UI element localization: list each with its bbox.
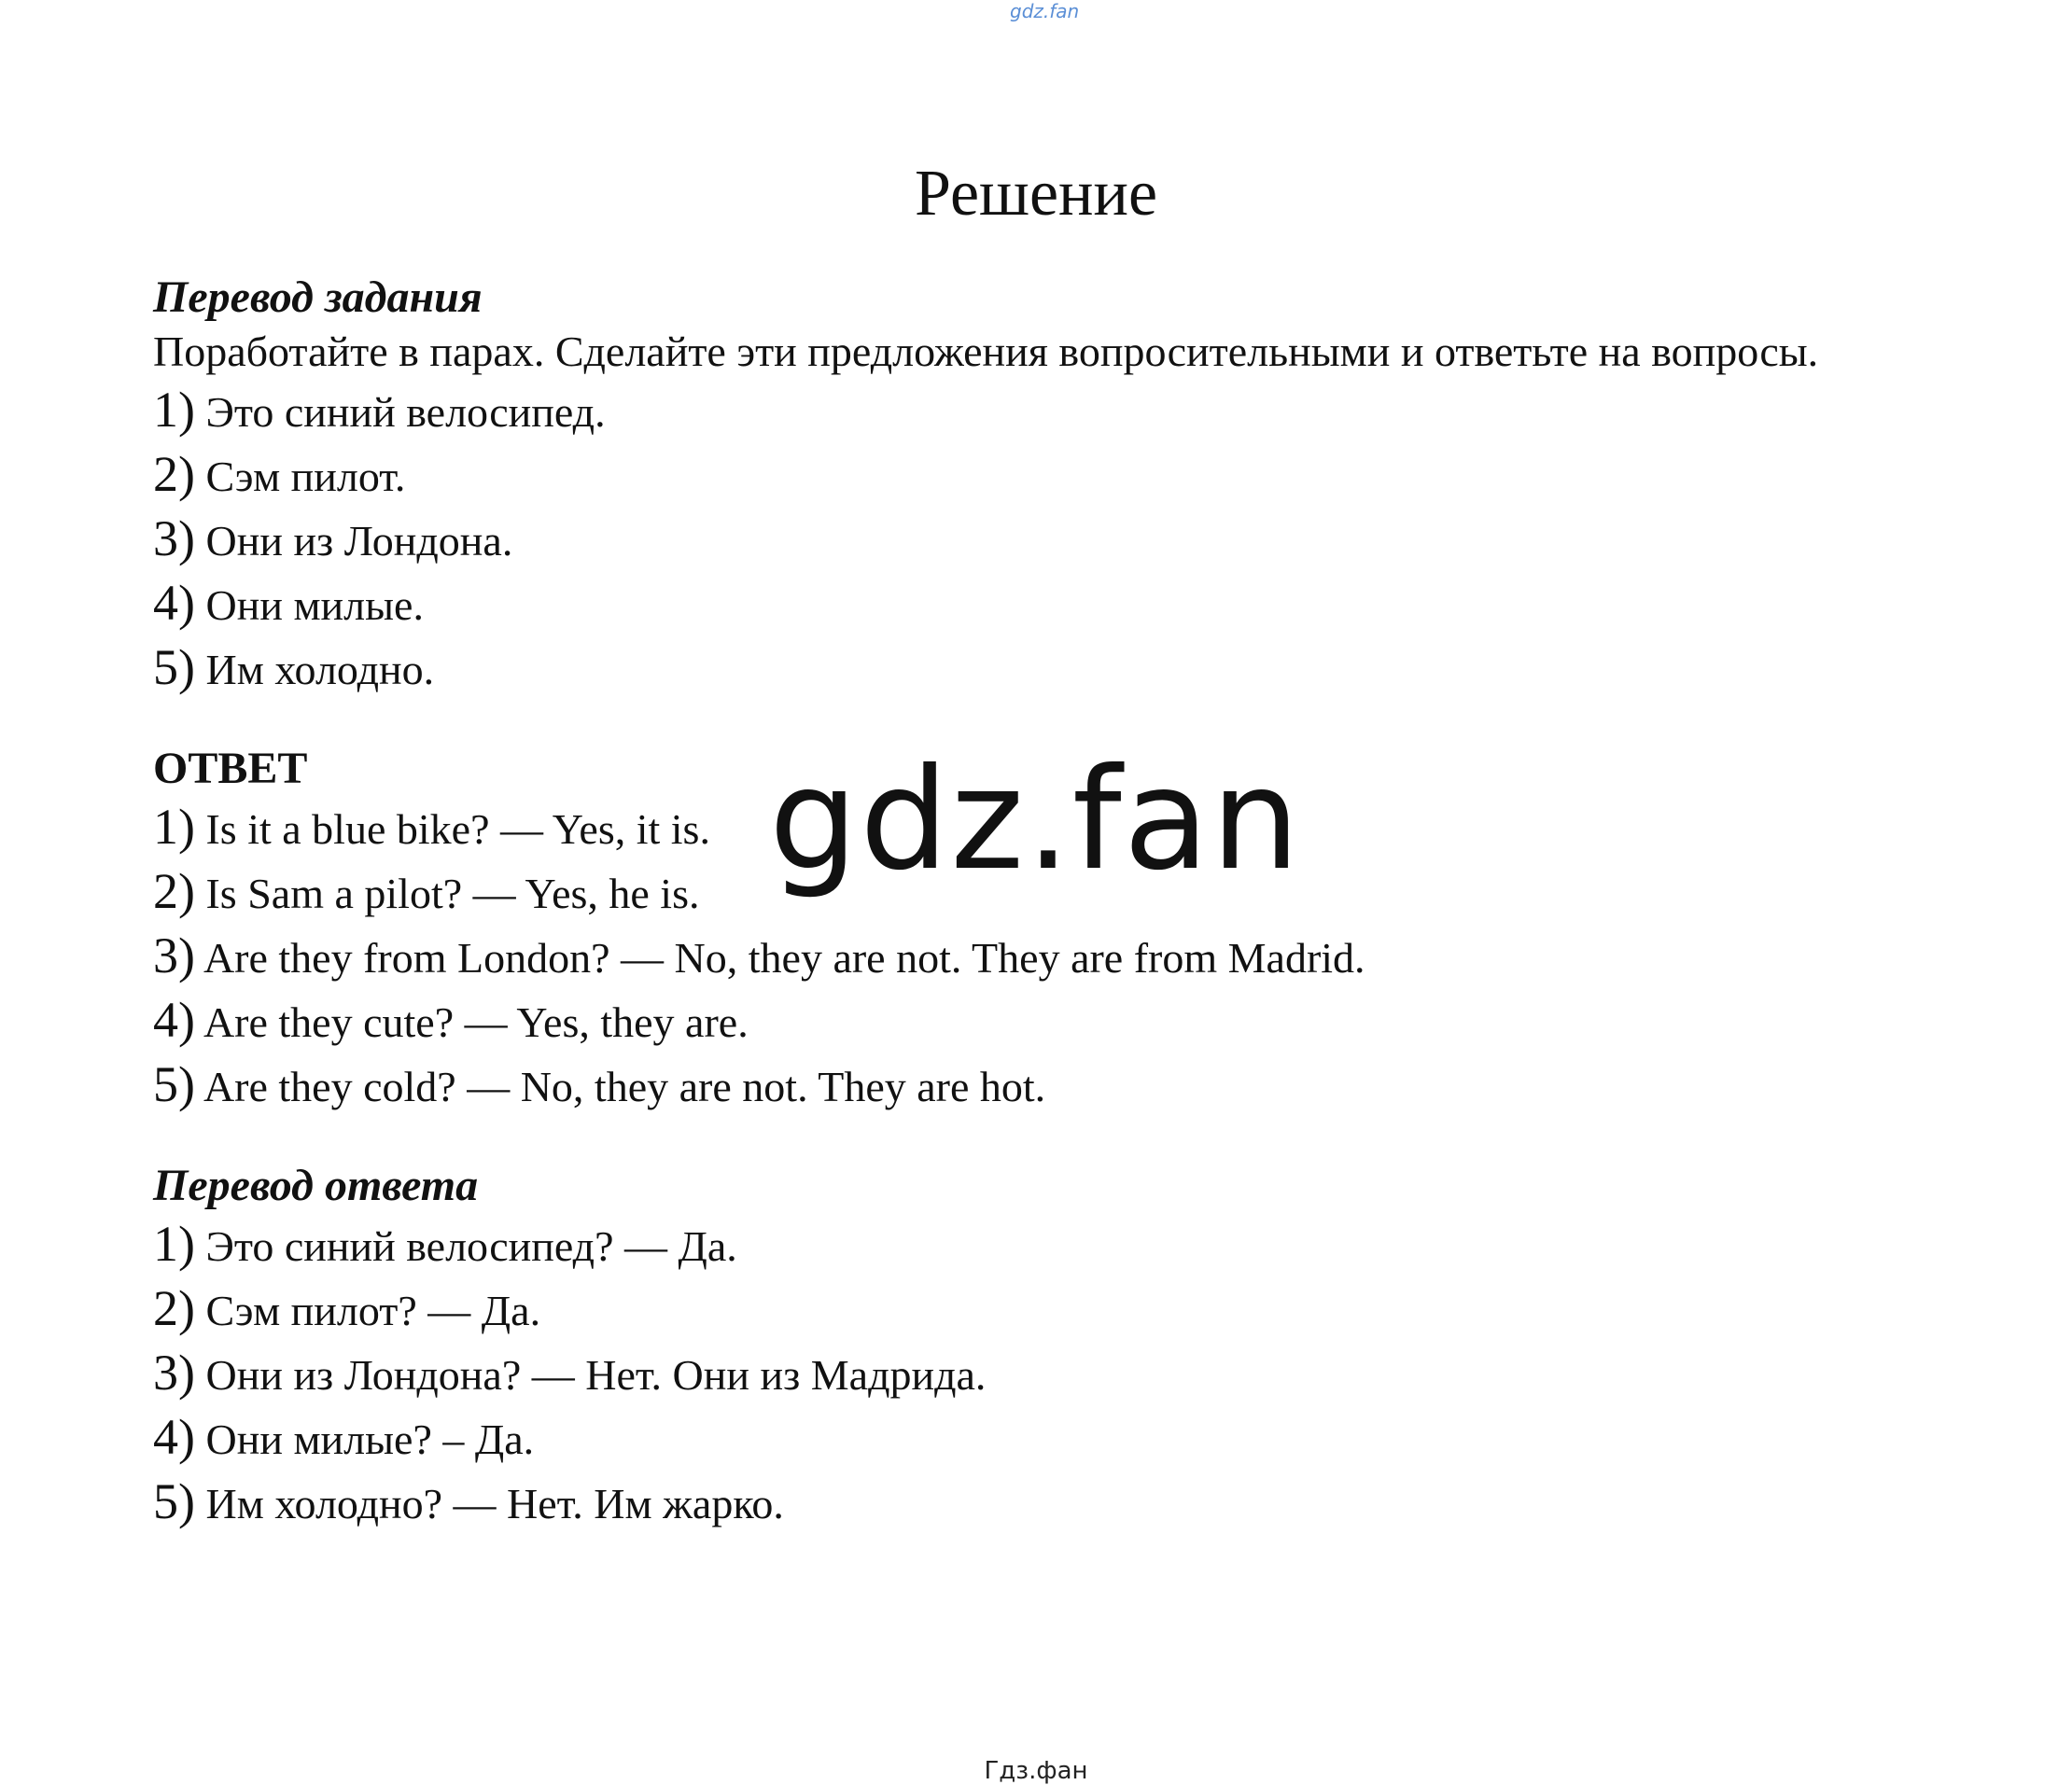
task-translation-section — [153, 271, 1926, 701]
item-number: 3) — [153, 510, 195, 566]
task-items-list — [153, 379, 1926, 701]
item-text: Им холодно? — Нет. Им жарко. — [194, 1480, 784, 1527]
answer-translation-item — [153, 1277, 1926, 1342]
item-text: Это синий велосипед? — Да. — [194, 1222, 737, 1270]
item-text: Сэм пилот? — Да. — [194, 1287, 541, 1334]
answer-heading: ОТВЕТ — [153, 744, 308, 793]
task-item — [153, 443, 1926, 508]
item-text: Are they from London? — No, they are not. They are from Madrid. — [194, 934, 1365, 982]
answer-translation-item — [153, 1471, 1926, 1535]
task-item — [153, 379, 1926, 443]
item-number: 1) — [153, 1216, 195, 1272]
item-text: Они милые. — [194, 581, 424, 629]
item-number: 1) — [153, 799, 195, 855]
item-number: 4) — [153, 1409, 195, 1465]
item-text: Is Sam a pilot? — Yes, he is. — [194, 870, 700, 917]
item-number: 3) — [153, 927, 195, 983]
item-text: Are they cute? — Yes, they are. — [194, 998, 749, 1046]
item-number: 5) — [153, 1473, 195, 1529]
answer-item — [153, 989, 1926, 1053]
answer-translation-section — [153, 1159, 1926, 1535]
answer-item — [153, 925, 1926, 989]
task-item — [153, 508, 1926, 572]
item-text: Им холодно. — [194, 646, 435, 693]
document-content — [153, 271, 1926, 1535]
answer-translation-item — [153, 1342, 1926, 1406]
item-text: Это синий велосипед. — [194, 388, 606, 436]
answer-item — [153, 1053, 1926, 1118]
item-text: Are they cold? — No, they are not. They are hot. — [194, 1063, 1046, 1110]
page-title: Решение — [914, 158, 1158, 230]
item-text: Они из Лондона. — [194, 517, 513, 565]
item-number: 2) — [153, 446, 195, 502]
item-number: 4) — [153, 992, 195, 1048]
item-text: Они милые? – Да. — [194, 1415, 535, 1463]
item-number: 5) — [153, 639, 195, 695]
section-spacer — [153, 1118, 1926, 1159]
item-text: Они из Лондона? — Нет. Они из Мадрида. — [194, 1351, 987, 1399]
item-number: 2) — [153, 863, 195, 919]
item-number: 5) — [153, 1056, 195, 1112]
task-item — [153, 572, 1926, 636]
item-text: Is it a blue bike? — Yes, it is. — [194, 805, 710, 853]
task-item — [153, 636, 1926, 701]
top-watermark: gdz.fan — [1010, 0, 1080, 22]
answer-translation-item — [153, 1406, 1926, 1471]
item-number: 2) — [153, 1280, 195, 1336]
answer-translation-item — [153, 1213, 1926, 1277]
item-number: 1) — [153, 382, 195, 438]
item-text: Сэм пилот. — [194, 453, 406, 500]
task-instruction: Поработайте в парах. Сделайте эти предложения вопросительными и ответьте на вопросы. — [153, 328, 1819, 375]
item-number: 4) — [153, 575, 195, 631]
answer-translation-heading: Перевод ответа — [153, 1161, 479, 1210]
footer-watermark: Гдз.фан — [984, 1757, 1088, 1785]
answer-translation-items-list — [153, 1213, 1926, 1535]
center-watermark: gdz.fan — [769, 739, 1302, 901]
item-number: 3) — [153, 1345, 195, 1401]
section-spacer — [153, 701, 1926, 742]
task-translation-heading: Перевод задания — [153, 272, 483, 322]
